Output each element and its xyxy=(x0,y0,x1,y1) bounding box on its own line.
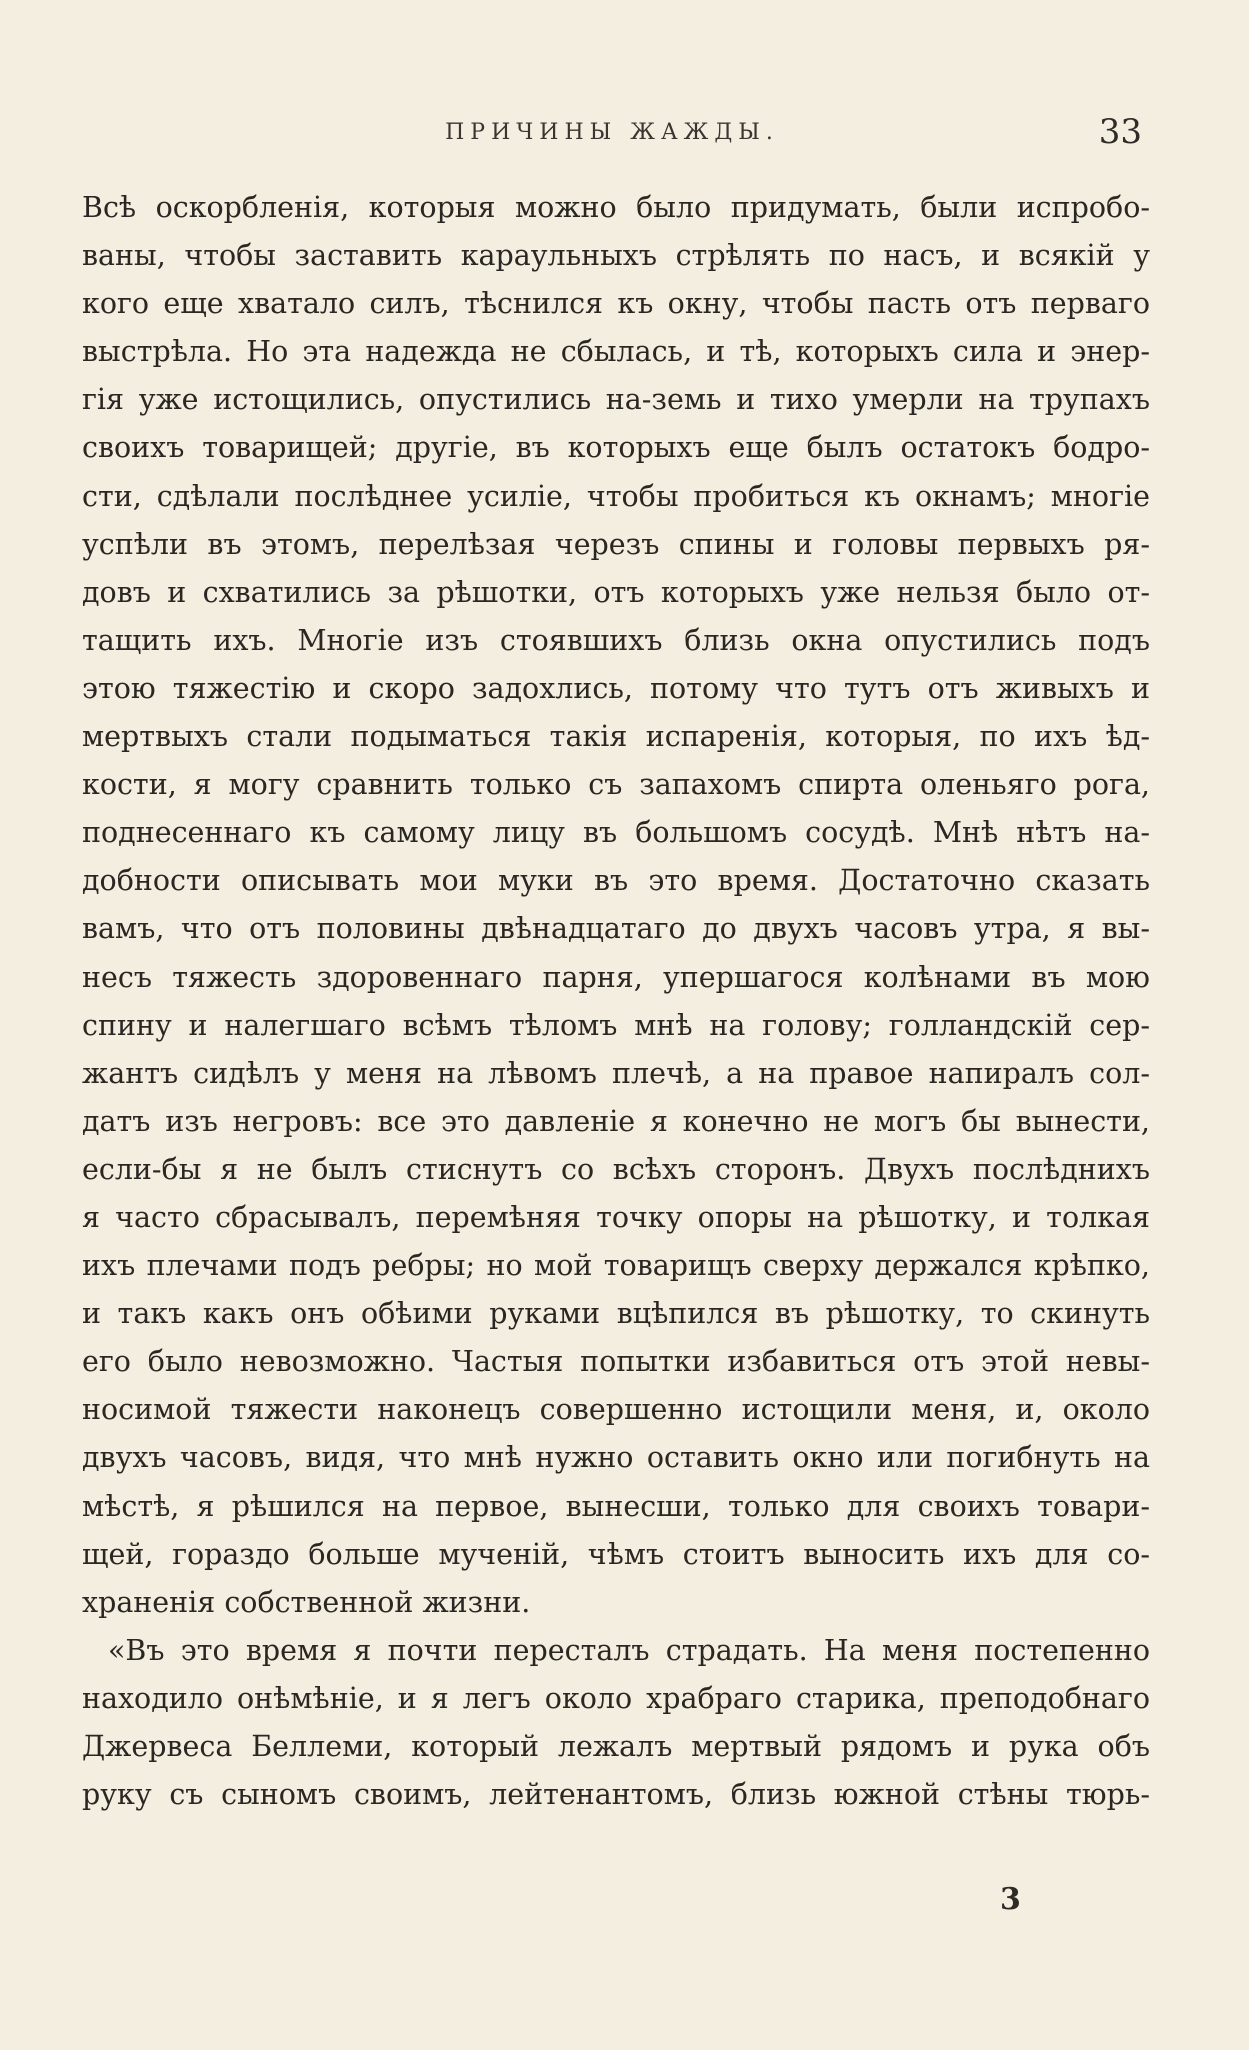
text-line: этою тяжестію и скоро задохлись, потому что тутъ отъ живыхъ и xyxy=(82,671,1150,705)
text-line: тащить ихъ. Многіе изъ стоявшихъ близь окна опустились подъ xyxy=(82,623,1150,657)
text-line: и такъ какъ онъ обѣими руками вцѣпился въ рѣшотку, то скинуть xyxy=(82,1297,1150,1331)
text-line: кого еще хватало силъ, тѣснился къ окну, чтобы пасть отъ перваго xyxy=(82,287,1150,321)
text-line: вамъ, что отъ половины двѣнадцатаго до двухъ часовъ утра, я вы- xyxy=(82,912,1150,946)
text-line: своихъ товарищей; другіе, въ которыхъ еще былъ остатокъ бодро- xyxy=(82,431,1150,465)
text-line: несъ тяжесть здоровеннаго парня, упершагося колѣнами въ мою xyxy=(82,960,1150,994)
text-line: спину и налегшаго всѣмъ тѣломъ мнѣ на голову; голландскій сер- xyxy=(82,1008,1150,1042)
text-line: успѣли въ этомъ, перелѣзая черезъ спины и головы первыхъ ря- xyxy=(82,527,1150,561)
signature-mark: 3 xyxy=(1000,1882,1021,1917)
text-line: сти, сдѣлали послѣднее усиліе, чтобы пробиться къ окнамъ; многіе xyxy=(82,479,1150,513)
running-head xyxy=(82,112,1142,152)
text-line: Джервеса Беллеми, который лежалъ мертвый рядомъ и рука объ xyxy=(82,1730,1150,1763)
text-line: поднесеннаго къ самому лицу въ большомъ сосудѣ. Мнѣ нѣтъ на- xyxy=(82,816,1150,850)
text-line: довъ и схватились за рѣшотки, отъ которыхъ уже нельзя было от- xyxy=(82,575,1150,609)
text-line: двухъ часовъ, видя, что мнѣ нужно оставить окно или погибнуть на xyxy=(82,1441,1150,1475)
text-line: носимой тяжести наконецъ совершенно истощили меня, и, около xyxy=(82,1393,1150,1427)
text-line: кости, я могу сравнить только съ запахомъ спирта оленьяго рога, xyxy=(82,768,1150,802)
text-line: гія уже истощились, опустились на-земь и тихо умерли на трупахъ xyxy=(82,383,1150,417)
running-title: ПРИЧИНЫ ЖАЖДЫ. xyxy=(445,120,779,145)
page-number: 33 xyxy=(1098,112,1142,152)
text-line: ваны, чтобы заставить караульныхъ стрѣлять по насъ, и всякій у xyxy=(82,239,1150,273)
body-text xyxy=(82,184,1150,1819)
text-line: выстрѣла. Но эта надежда не сбылась, и тѣ, которыхъ сила и энер- xyxy=(82,335,1150,369)
text-line: датъ изъ негровъ: все это давленіе я конечно не могъ бы вынести, xyxy=(82,1104,1150,1138)
text-line: я часто сбрасывалъ, перемѣняя точку опоры на рѣшотку, и толкая xyxy=(82,1200,1150,1234)
text-line: ихъ плечами подъ ребры; но мой товарищъ сверху держался крѣпко, xyxy=(82,1249,1150,1283)
text-line: Всѣ оскорбленія, которыя можно было придумать, были испробо- xyxy=(82,191,1150,224)
text-line: щей, гораздо больше мученій, чѣмъ стоитъ выносить ихъ для со- xyxy=(82,1537,1150,1571)
text-line: если-бы я не былъ стиснутъ со всѣхъ сторонъ. Двухъ послѣднихъ xyxy=(82,1152,1150,1186)
text-line: храненія собственной жизни. xyxy=(82,1585,531,1619)
text-line: жантъ сидѣлъ у меня на лѣвомъ плечѣ, а на правое напиралъ сол- xyxy=(82,1056,1150,1090)
text-line: мертвыхъ стали подыматься такія испаренія, которыя, по ихъ ѣд- xyxy=(82,720,1150,754)
text-line: его было невозможно. Частыя попытки избавиться отъ этой невы- xyxy=(82,1345,1150,1379)
text-line: «Въ это время я почти пересталъ страдать. На меня постепенно xyxy=(108,1633,1150,1667)
text-line: добности описывать мои муки въ это время. Достаточно сказать xyxy=(82,864,1150,898)
paragraph-2 xyxy=(82,1627,1150,1819)
text-line: мѣстѣ, я рѣшился на первое, вынесши, только для своихъ товари- xyxy=(82,1489,1150,1523)
text-line: находило онѣмѣніе, и я легъ около храбраго старика, преподобнаго xyxy=(82,1681,1150,1715)
paragraph-1 xyxy=(82,184,1150,1627)
text-line: руку съ сыномъ своимъ, лейтенантомъ, близь южной стѣны тюрь- xyxy=(82,1778,1150,1812)
